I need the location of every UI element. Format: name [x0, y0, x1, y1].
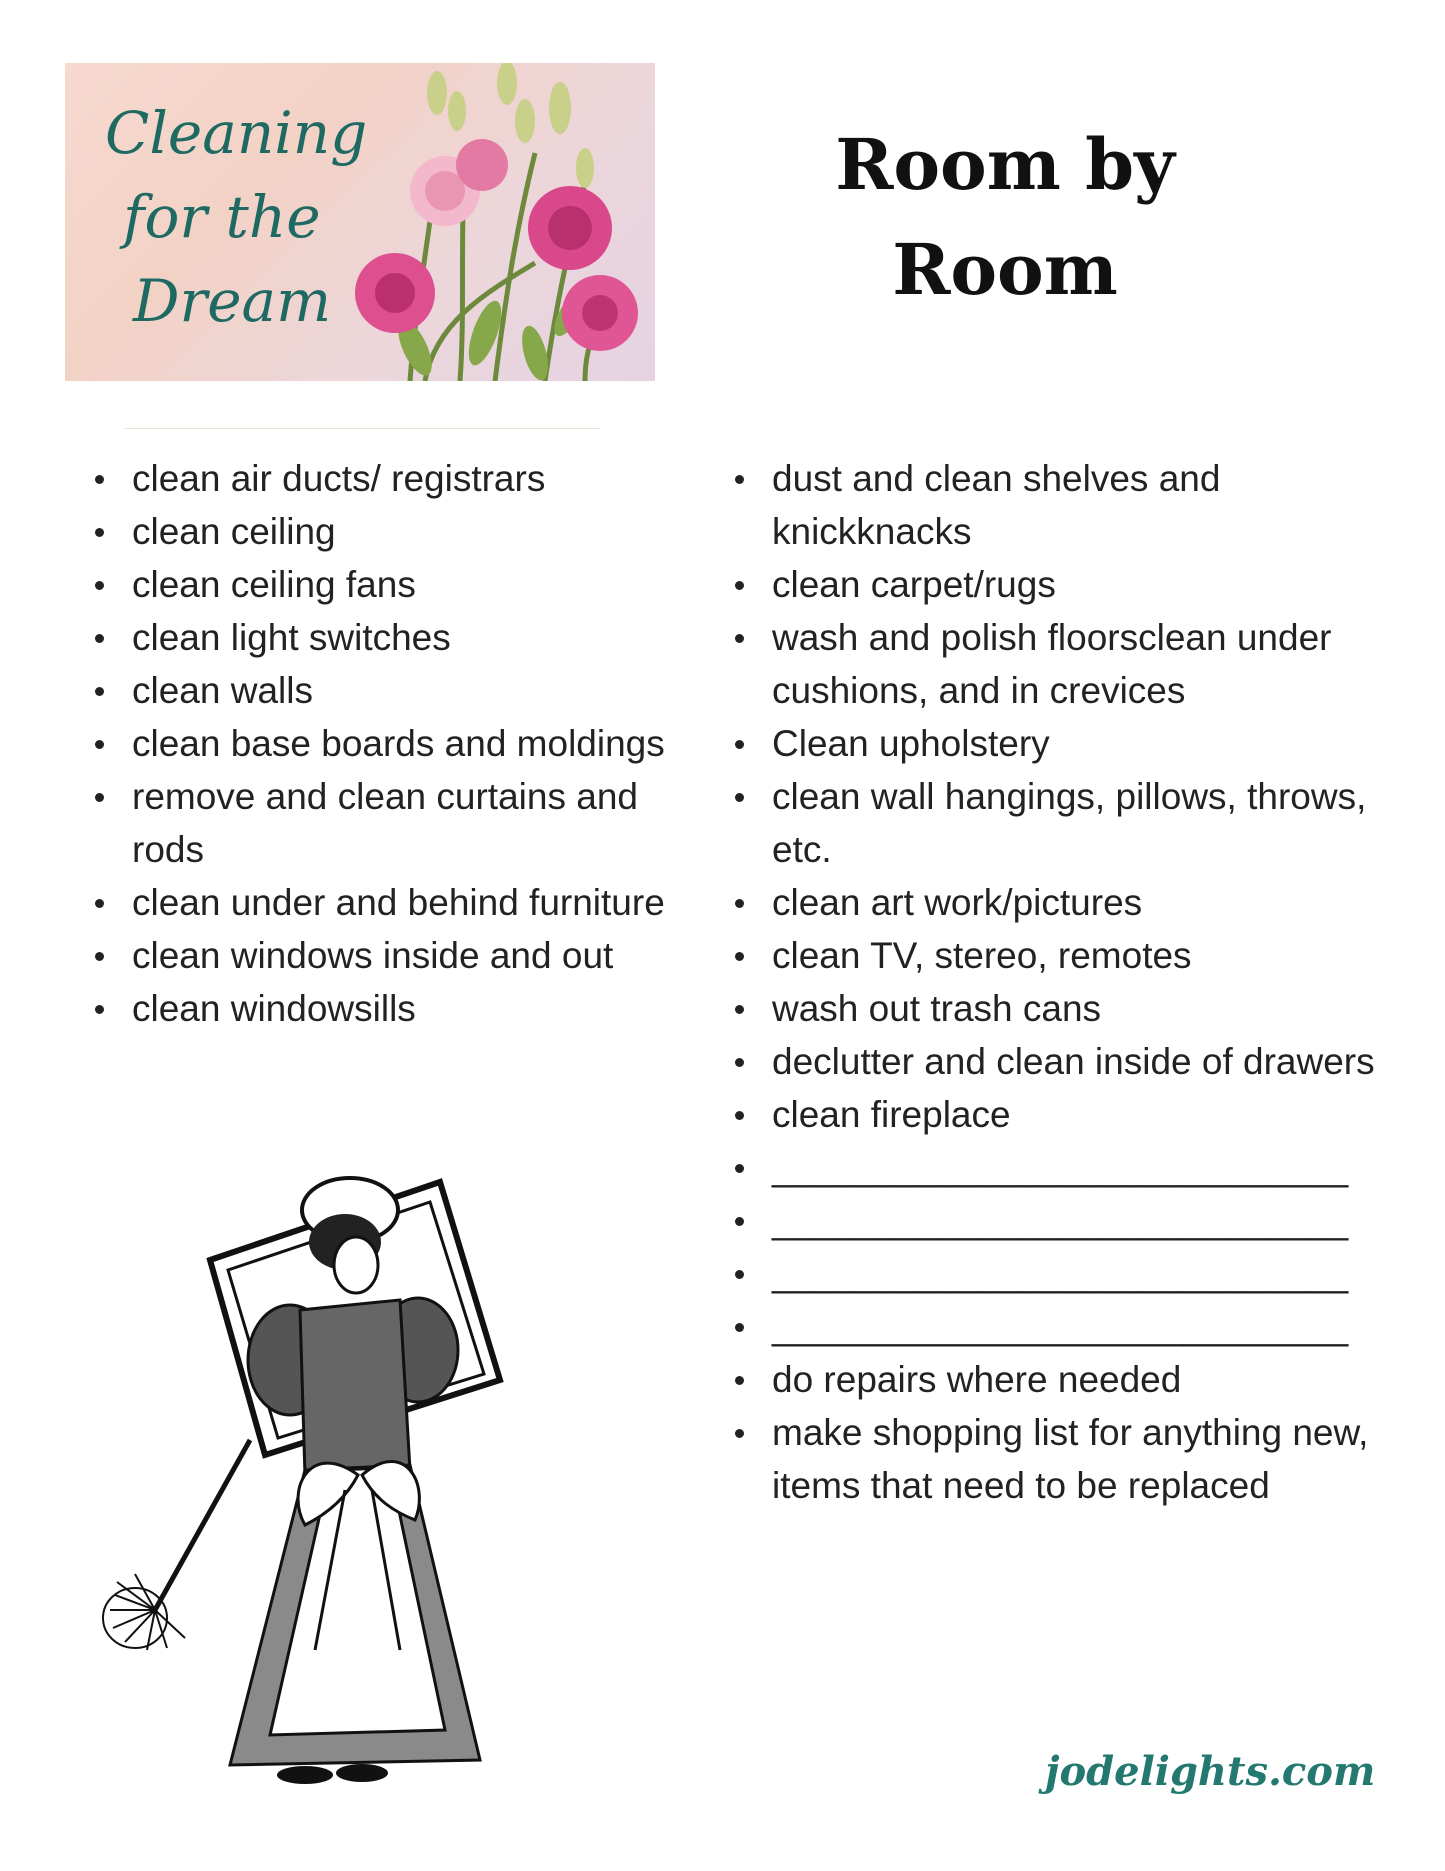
list-item: clean walls	[95, 664, 715, 717]
blank-line-item: ____________________________	[735, 1194, 1415, 1247]
list-item: do repairs where needed	[735, 1353, 1415, 1406]
list-item: clean base boards and moldings	[95, 717, 715, 770]
list-item: clean under and behind furniture	[95, 876, 715, 929]
list-item: clean TV, stereo, remotes	[735, 929, 1415, 982]
header-banner	[65, 63, 655, 381]
banner-line: for the	[123, 183, 321, 251]
banner-title	[105, 91, 405, 343]
list-item: clean art work/pictures	[735, 876, 1415, 929]
divider	[125, 428, 600, 429]
list-item: clean ceiling fans	[95, 558, 715, 611]
list-item: remove and clean curtains and rods	[95, 770, 715, 876]
list-item: clean light switches	[95, 611, 715, 664]
list-item: clean ceiling	[95, 505, 715, 558]
maid-illustration	[100, 1170, 540, 1790]
page-title	[800, 112, 1210, 322]
blank-line-item: ____________________________	[735, 1141, 1415, 1194]
list-item: clean windowsills	[95, 982, 715, 1035]
list-item: clean air ducts/ registrars	[95, 452, 715, 505]
list-item: wash and polish floorsclean under cushions, and in crevices	[735, 611, 1415, 717]
list-item: make shopping list for anything new, items that need to be replaced	[735, 1406, 1415, 1512]
left-checklist	[95, 452, 715, 1035]
list-item: Clean upholstery	[735, 717, 1415, 770]
page-title-line: Room by	[835, 123, 1175, 206]
blank-line-item: ____________________________	[735, 1247, 1415, 1300]
banner-line: Cleaning	[105, 99, 368, 167]
blank-line-item: ____________________________	[735, 1300, 1415, 1353]
list-item: wash out trash cans	[735, 982, 1415, 1035]
site-watermark: jodelights.com	[1045, 1748, 1376, 1795]
list-item: declutter and clean inside of drawers	[735, 1035, 1415, 1088]
right-checklist	[735, 452, 1415, 1512]
list-item: clean wall hangings, pillows, throws, etc.	[735, 770, 1415, 876]
list-item: clean fireplace	[735, 1088, 1415, 1141]
page-title-line: Room	[892, 228, 1118, 311]
list-item: clean carpet/rugs	[735, 558, 1415, 611]
list-item: clean windows inside and out	[95, 929, 715, 982]
list-item: dust and clean shelves and knickknacks	[735, 452, 1415, 558]
banner-line: Dream	[133, 267, 332, 335]
